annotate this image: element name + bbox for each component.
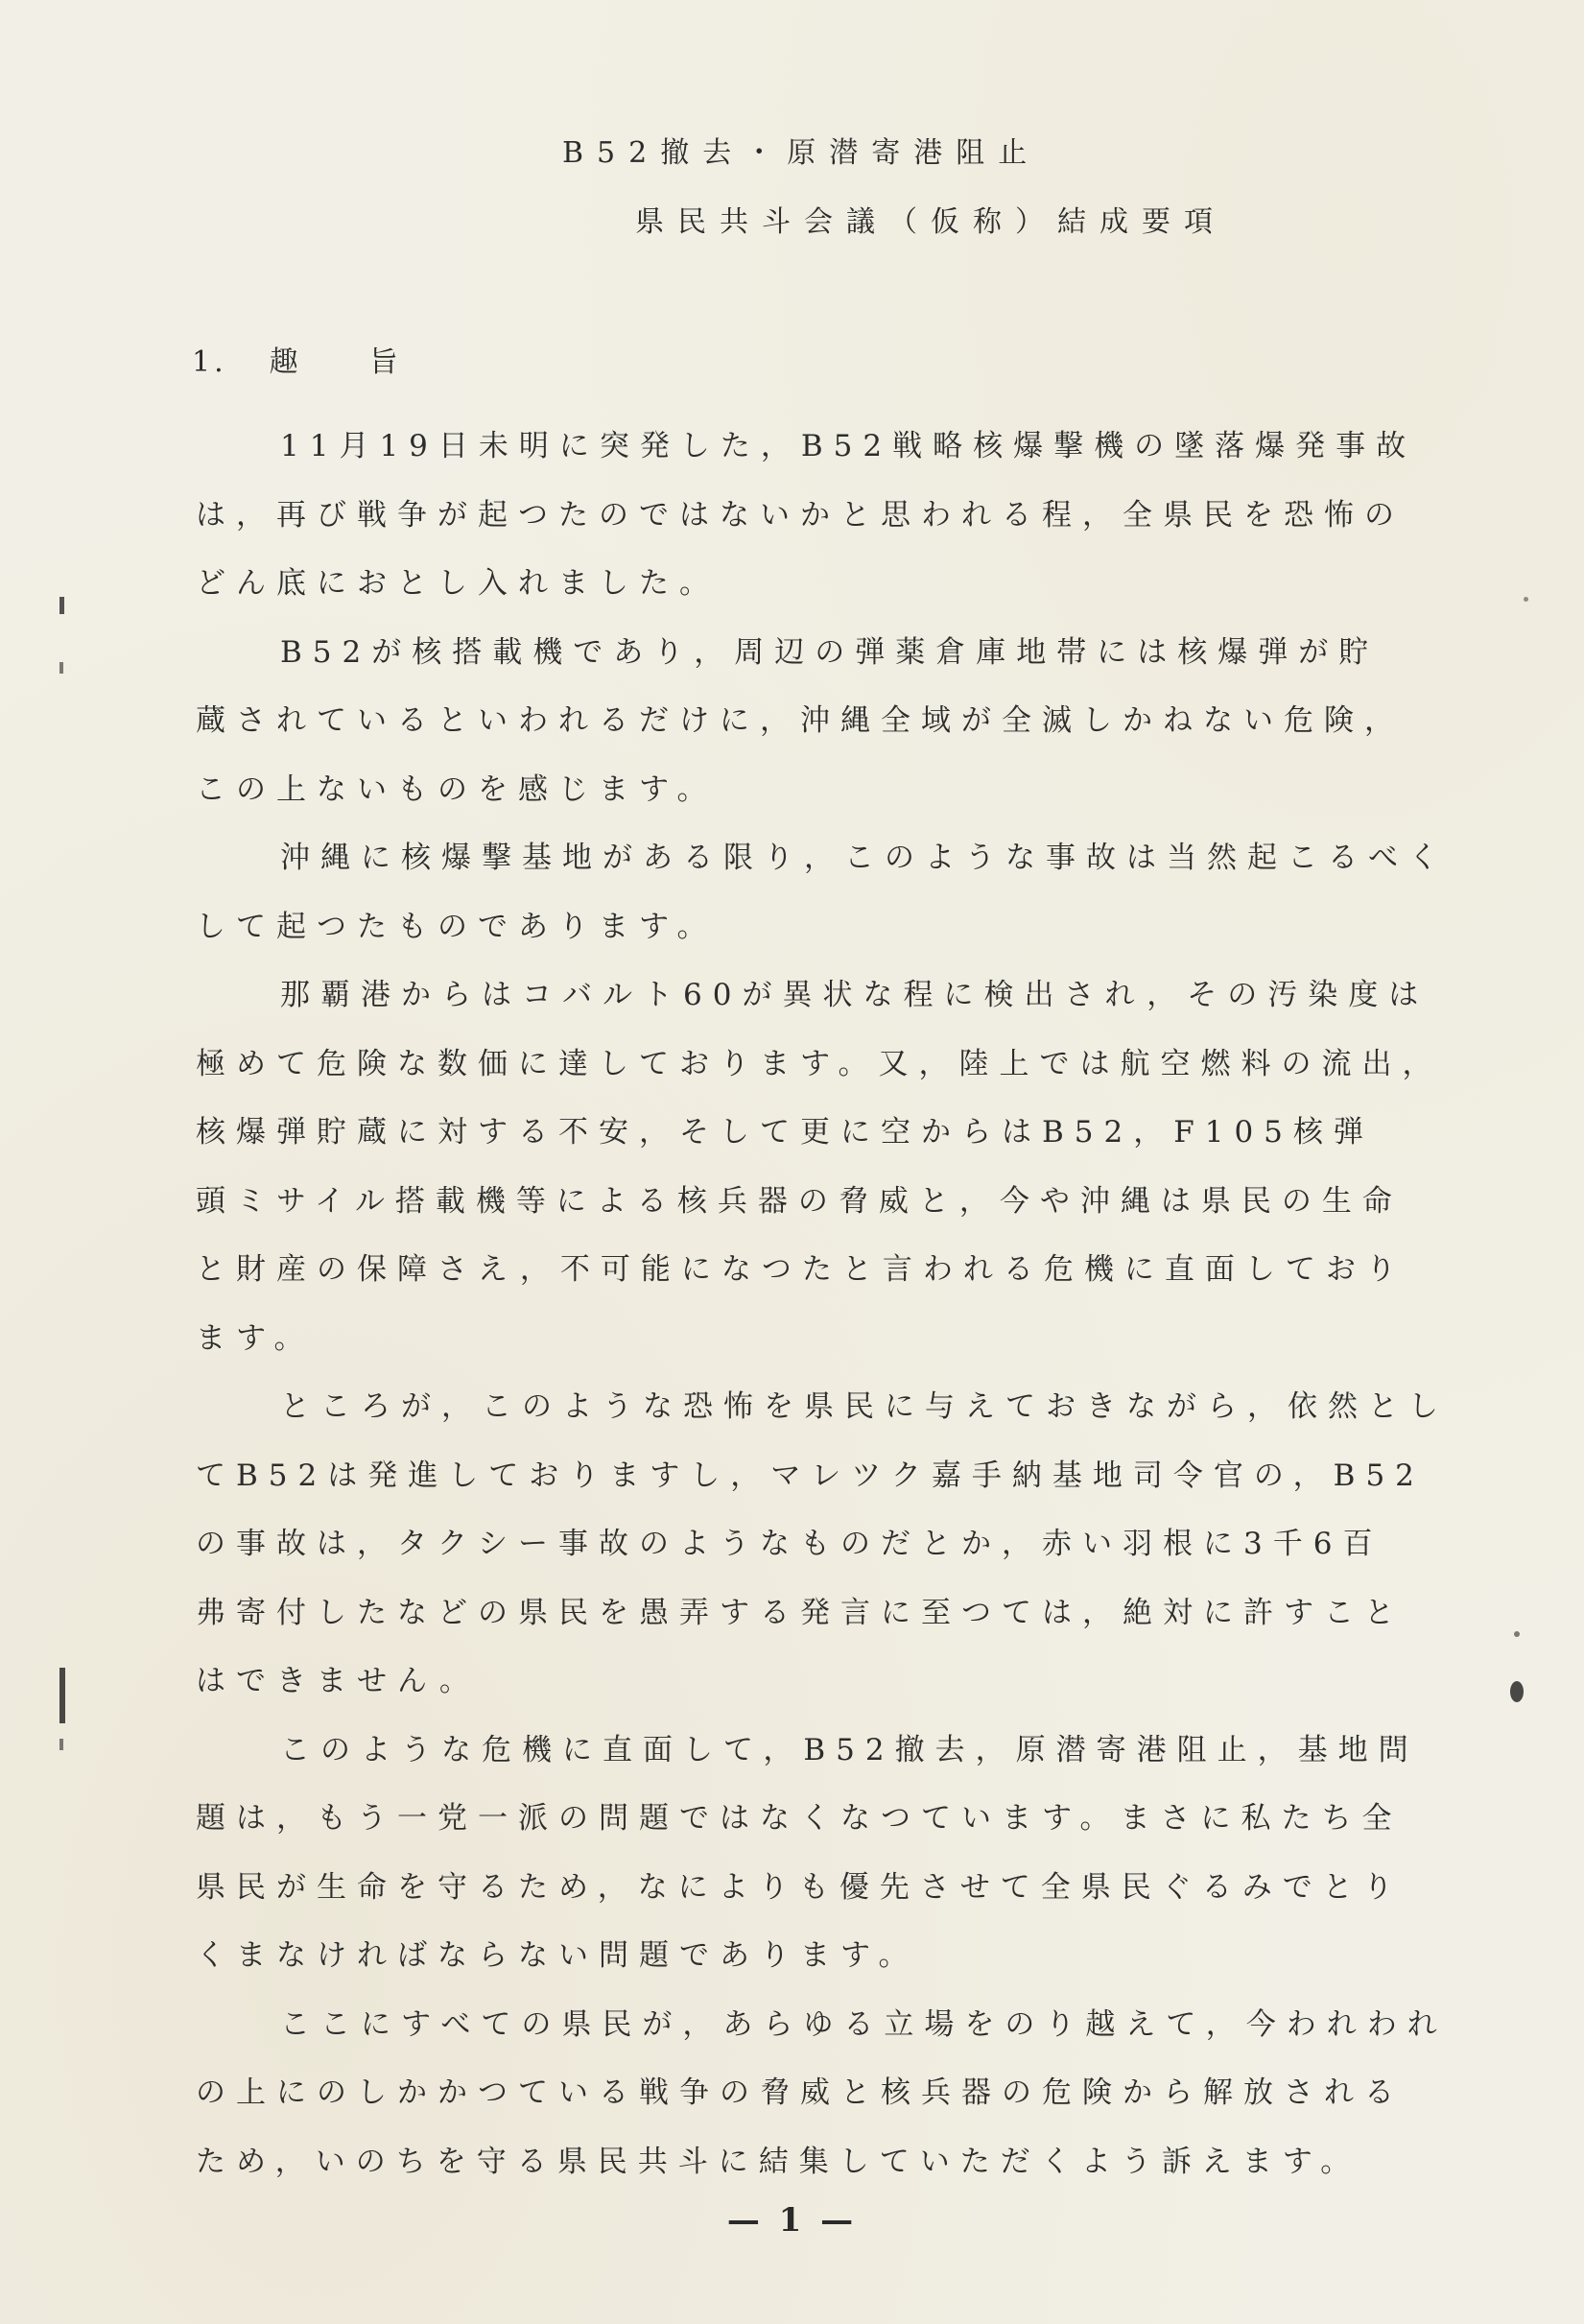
text-line: 沖縄に核爆撃基地がある限り，このような事故は当然起こるべく	[280, 841, 1449, 875]
document-subtitle: 県民共斗会議（仮称）結成要項	[635, 205, 1226, 239]
text-line: は，再び戦争が起つたのではないかと思われる程，全県民を恐怖の	[196, 497, 1405, 533]
paragraph	[196, 413, 1504, 619]
ink-spot	[1514, 1631, 1520, 1637]
text-line: ところが，このような恐怖を県民に与えておきながら，依然とし	[280, 1389, 1449, 1424]
text-line: 頭ミサイル搭載機等による核兵器の脅威と，今や沖縄は県民の生命	[196, 1183, 1403, 1219]
section-heading	[192, 338, 402, 380]
body-text	[196, 413, 1504, 2196]
text-line: 那覇港からはコバルト60が異状な程に検出され，その汚染度は	[280, 978, 1430, 1012]
ink-blot	[1510, 1681, 1524, 1702]
text-line: B52が核搭載機であり，周辺の弾薬倉庫地帯には核爆弾が貯	[280, 634, 1380, 670]
text-line: 題は，もう一党一派の問題ではなくなつています。まさに私たち全	[196, 1801, 1403, 1836]
paragraph	[196, 1717, 1504, 1991]
paragraph	[196, 961, 1504, 1373]
text-line: 弗寄付したなどの県民を愚弄する発言に至つては，絶対に許すこと	[196, 1595, 1405, 1630]
text-line: の事故は，タクシー事故のようなものだとか，赤い羽根に3千6百	[196, 1527, 1383, 1561]
text-line: ここにすべての県民が，あらゆる立場をのり越えて，今われわれ	[280, 2006, 1448, 2042]
text-line: どん底におとし入れました。	[196, 566, 720, 601]
text-line: 11月19日未明に突発した，B52戦略核爆撃機の墜落爆発事故	[280, 429, 1417, 463]
text-line: くまなければならない問題であります。	[196, 1938, 919, 1973]
binding-hole-mark	[59, 662, 63, 674]
section-heading-char: 旨	[368, 345, 402, 379]
text-line: して起つたものであります。	[196, 909, 718, 944]
document-title: B52撤去・原潜寄港阻止	[562, 136, 1041, 170]
text-line: 核爆弾貯蔵に対する不安，そして更に空からはB52，F105核弾	[196, 1115, 1374, 1150]
text-line: てB52は発進しておりますし，マレツク嘉手納基地司令官の，B52	[196, 1458, 1425, 1493]
binding-hole-mark	[59, 1739, 63, 1750]
binding-hole-mark	[59, 1668, 65, 1723]
text-line: と財産の保障さえ，不可能になつたと言われる危機に直面しており	[196, 1252, 1407, 1287]
text-line: この上ないものを感じます。	[196, 771, 718, 807]
text-line: 県民が生命を守るため，なによりも優先させて全県民ぐるみでとり	[196, 1869, 1404, 1905]
text-line: の上にのしかかつている戦争の脅威と核兵器の危険から解放される	[196, 2075, 1405, 2110]
text-line: このような危機に直面して，B52撤去，原潜寄港阻止，基地問	[280, 1732, 1419, 1767]
paragraph	[196, 1991, 1504, 2197]
section-heading-char: 趣	[269, 345, 302, 379]
page-number: — 1 —	[726, 2201, 858, 2240]
paragraph	[196, 619, 1504, 825]
ink-spot	[1524, 597, 1528, 602]
binding-hole-mark	[59, 597, 64, 614]
text-line: はできません。	[196, 1664, 480, 1698]
text-line: 極めて危険な数価に達しております。又，陸上では航空燃料の流出，	[196, 1046, 1443, 1081]
text-line: 蔵されているといわれるだけに，沖縄全域が全滅しかねない危険，	[196, 703, 1405, 738]
section-number: 1.	[192, 345, 227, 379]
text-line: ます。	[196, 1320, 315, 1356]
text-line: ため，いのちを守る県民共斗に結集していただくよう訴えます。	[196, 2144, 1361, 2179]
paragraph	[196, 824, 1504, 961]
paragraph	[196, 1373, 1504, 1717]
